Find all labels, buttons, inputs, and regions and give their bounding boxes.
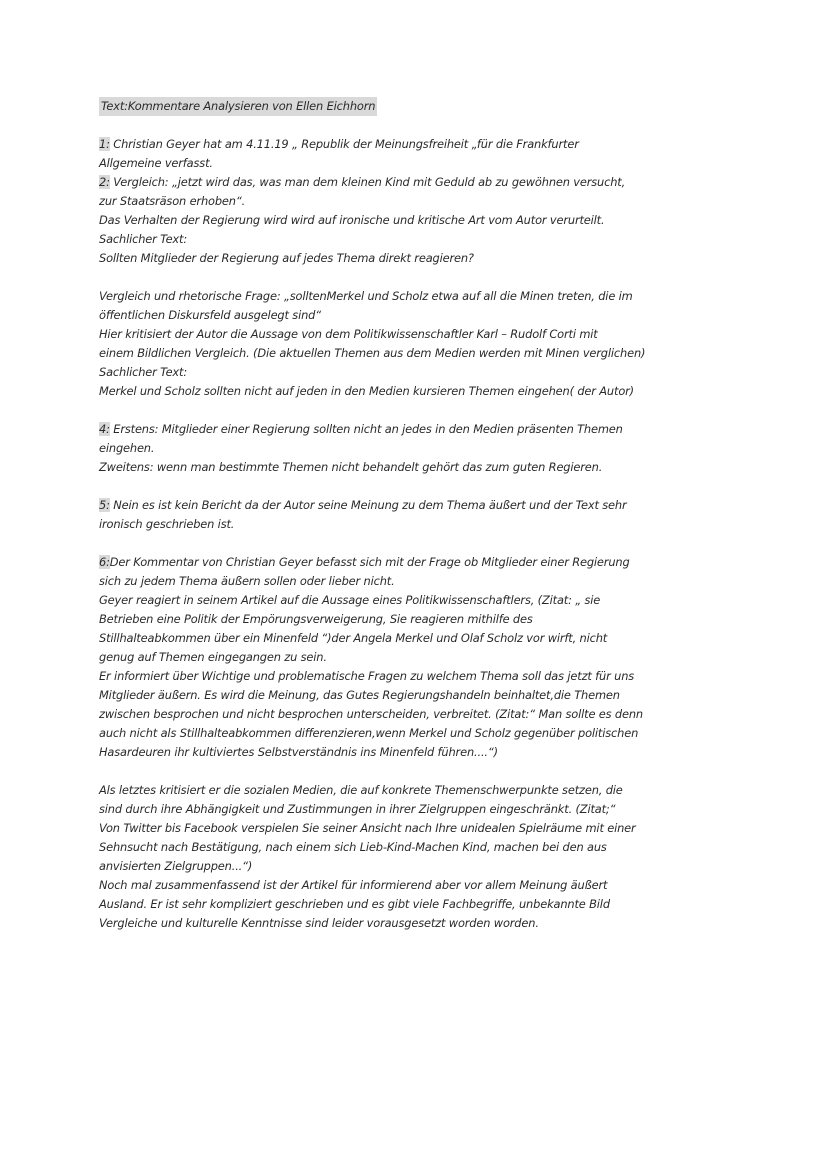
paragraph-line: öffentlichen Diskursfeld ausgelegt sind“ bbox=[99, 308, 321, 322]
paragraph-line: zwischen besprochen und nicht besprochen unterscheiden, verbreitet. (Zitat:“ Man sollte es denn bbox=[99, 707, 643, 721]
spacer bbox=[99, 268, 739, 287]
paragraph-line: sind durch ihre Abhängigkeit und Zustimmungen in ihrer Zielgruppen eingeschränkt. (Zitat;“ bbox=[99, 802, 616, 816]
paragraph-line: Merkel und Scholz sollten nicht auf jeden in den Medien kursieren Themen eingehen( der Autor) bbox=[99, 384, 634, 398]
paragraph-line: Als letztes kritisiert er die sozialen Medien, die auf konkrete Themenschwerpunkte setzen, die bbox=[99, 783, 623, 797]
answer-number: 6: bbox=[99, 555, 110, 569]
paragraph-line: Mitglieder äußern. Es wird die Meinung, das Gutes Regierungshandeln beinhaltet,die Themen bbox=[99, 688, 620, 702]
paragraph-line: Vergleich und rhetorische Frage: „solltenMerkel und Scholz etwa auf all die Minen treten, die im bbox=[99, 289, 633, 303]
paragraph-line: Vergleiche und kulturelle Kenntnisse sind leider vorausgesetzt worden worden. bbox=[99, 916, 539, 930]
paragraph-line: Geyer reagiert in seinem Artikel auf die Aussage eines Politikwissenschaftlers, (Zitat: „ sie bbox=[99, 593, 601, 607]
paragraph-line: genug auf Themen eingegangen zu sein. bbox=[99, 650, 327, 664]
spacer bbox=[99, 762, 739, 781]
paragraph-line: sich zu jedem Thema äußern sollen oder lieber nicht. bbox=[99, 574, 395, 588]
paragraph-line: Von Twitter bis Facebook verspielen Sie seiner Ansicht nach Ihre unidealen Spielräume mit einer bbox=[99, 821, 636, 835]
paragraph-line: ironisch geschrieben ist. bbox=[99, 517, 235, 531]
spacer bbox=[99, 534, 739, 553]
paragraph-line: Sehnsucht nach Bestätigung, nach einem sich Lieb-Kind-Machen Kind, machen bei den aus bbox=[99, 840, 607, 854]
paragraph-line: Stillhalteabkommen über ein Minenfeld “)der Angela Merkel und Olaf Scholz vor wirft, nicht bbox=[99, 631, 608, 645]
paragraph-line: Hasardeuren ihr kultiviertes Selbstverständnis ins Minenfeld führen....“) bbox=[99, 745, 498, 759]
paragraph-line: Betrieben eine Politik der Empörungsverweigerung, Sie reagieren mithilfe des bbox=[99, 612, 533, 626]
answer-4 bbox=[99, 420, 739, 477]
document-page bbox=[99, 97, 739, 933]
paragraph-line: Ausland. Er ist sehr kompliziert geschrieben und es gibt viele Fachbegriffe, unbekannte Bild bbox=[99, 897, 610, 911]
paragraph-line: 5: Nein es ist kein Bericht da der Autor seine Meinung zu dem Thema äußert und der Text sehr bbox=[99, 498, 627, 512]
paragraph-line: einem Bildlichen Vergleich. (Die aktuellen Themen aus dem Medien werden mit Minen verglichen) bbox=[99, 346, 646, 360]
document-title-line bbox=[99, 97, 739, 116]
paragraph-line: Er informiert über Wichtige und problematische Fragen zu welchem Thema soll das jetzt für uns bbox=[99, 669, 635, 683]
paragraph-line: Sachlicher Text: bbox=[99, 365, 188, 379]
answer-5 bbox=[99, 496, 739, 534]
answer-1 bbox=[99, 135, 739, 173]
answer-3 bbox=[99, 287, 739, 401]
answer-6-continued bbox=[99, 781, 739, 933]
paragraph-line: Das Verhalten der Regierung wird wird auf ironische und kritische Art vom Autor verurteilt. bbox=[99, 213, 605, 227]
answer-number: 1: bbox=[99, 137, 110, 151]
answer-number: 5: bbox=[99, 498, 110, 512]
paragraph-line: 2: Vergleich: „jetzt wird das, was man dem kleinen Kind mit Geduld ab zu gewöhnen versucht, bbox=[99, 175, 626, 189]
paragraph-line: Hier kritisiert der Autor die Aussage von dem Politikwissenschaftler Karl – Rudolf Corti mit bbox=[99, 327, 598, 341]
paragraph-line: Sollten Mitglieder der Regierung auf jedes Thema direkt reagieren? bbox=[99, 251, 474, 265]
paragraph-line: 4: Erstens: Mitglieder einer Regierung sollten nicht an jedes in den Medien präsenten Themen bbox=[99, 422, 623, 436]
answer-number: 2: bbox=[99, 175, 110, 189]
spacer bbox=[99, 116, 739, 135]
paragraph-line: zur Staatsräson erhoben“. bbox=[99, 194, 246, 208]
paragraph-line: Noch mal zusammenfassend ist der Artikel für informierend aber vor allem Meinung äußert bbox=[99, 878, 608, 892]
paragraph-line: eingehen. bbox=[99, 441, 155, 455]
paragraph-line: 6:Der Kommentar von Christian Geyer befasst sich mit der Frage ob Mitglieder einer Regierung bbox=[99, 555, 630, 569]
document-title: Text:Kommentare Analysieren von Ellen Eichhorn bbox=[99, 97, 377, 116]
answer-number: 4: bbox=[99, 422, 110, 436]
spacer bbox=[99, 401, 739, 420]
paragraph-line: 1: Christian Geyer hat am 4.11.19 „ Republik der Meinungsfreiheit „für die Frankfurter bbox=[99, 137, 579, 151]
paragraph-line: auch nicht als Stillhalteabkommen differenzieren,wenn Merkel und Scholz gegenüber politischen bbox=[99, 726, 639, 740]
paragraph-line: anvisierten Zielgruppen...“) bbox=[99, 859, 253, 873]
answer-6 bbox=[99, 553, 739, 762]
paragraph-line: Zweitens: wenn man bestimmte Themen nicht behandelt gehört das zum guten Regieren. bbox=[99, 460, 603, 474]
paragraph-line: Sachlicher Text: bbox=[99, 232, 188, 246]
spacer bbox=[99, 477, 739, 496]
paragraph-line: Allgemeine verfasst. bbox=[99, 156, 213, 170]
answer-2 bbox=[99, 173, 739, 268]
